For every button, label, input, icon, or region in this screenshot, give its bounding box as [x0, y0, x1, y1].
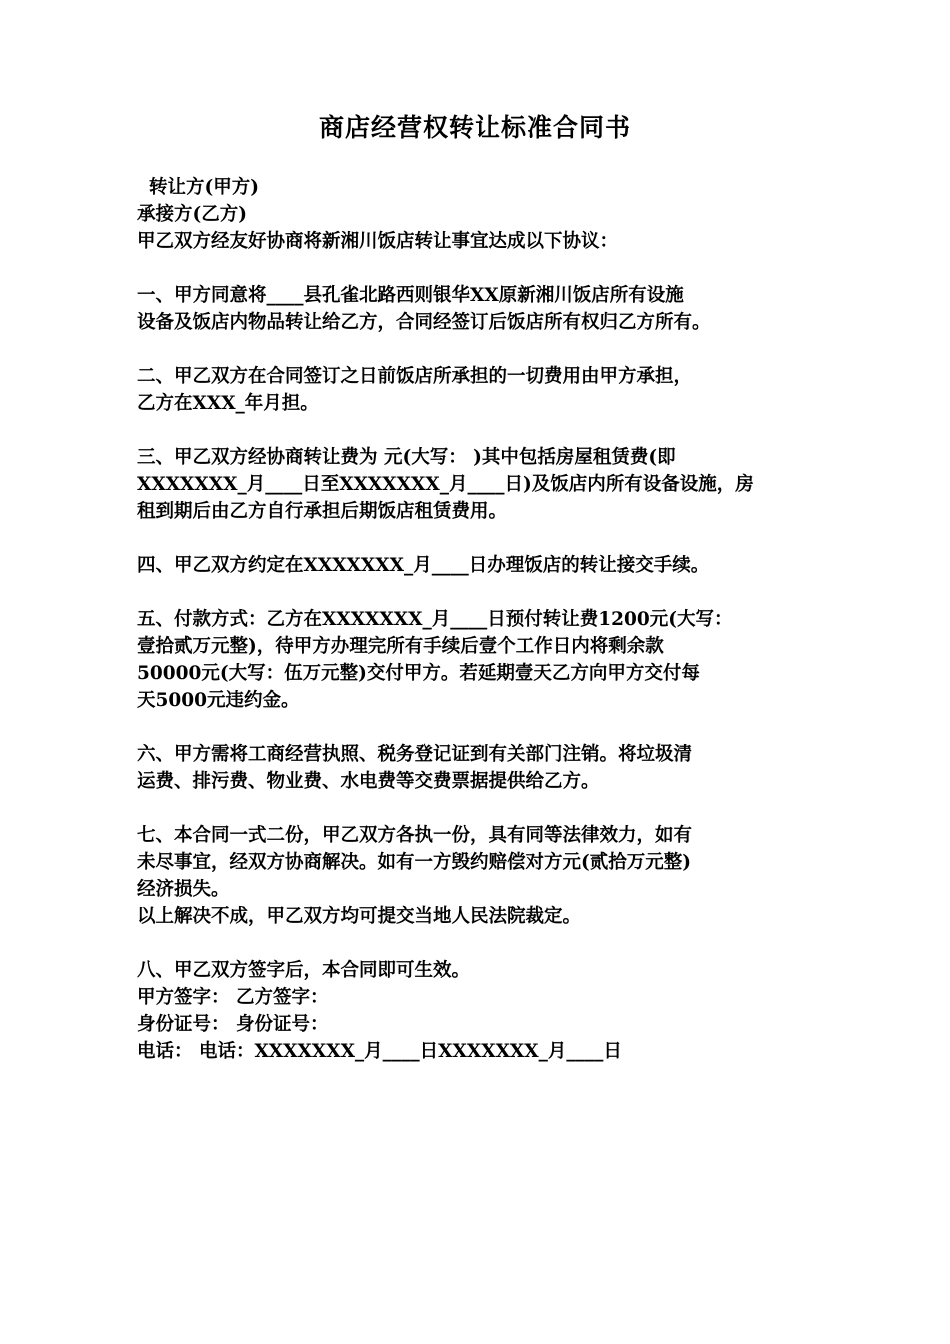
- signature-line: 甲方签字： 乙方签字：: [137, 987, 329, 1008]
- clause-7-line-2: 未尽事宜，经双方协商解决。如有一方毁约赔偿对方元(贰拾万元整): [137, 852, 692, 873]
- clause-1-line-2: 设备及饭店内物品转让给乙方，合同经签订后饭店所有权归乙方所有。: [137, 312, 711, 333]
- clause-7-line-1: 七、本合同一式二份，甲乙双方各执一份，具有同等法律效力，如有: [137, 825, 693, 846]
- clause-3-line-1: 三、甲乙双方经协商转让费为 元(大写： )其中包括房屋租赁费(即: [137, 447, 676, 468]
- paragraph-gap: [137, 930, 817, 957]
- document-title: 商店经营权转让标准合同书: [318, 113, 631, 142]
- clause-8-line-1: 八、甲乙双方签字后，本合同即可生效。: [137, 960, 471, 981]
- agreement-intro: 甲乙双方经友好协商将新湘川饭店转让事宜达成以下协议：: [137, 231, 619, 252]
- clause-7-line-3: 经济损失。: [137, 879, 230, 900]
- id-number-line: 身份证号： 身份证号：: [137, 1014, 329, 1035]
- phone-date-line: 电话： 电话：XXXXXXX_月____日XXXXXXX_月____日: [137, 1041, 622, 1062]
- paragraph-gap: [137, 417, 817, 444]
- paragraph-gap: [137, 336, 817, 363]
- clause-3-line-2: XXXXXXX_月____日至XXXXXXX_月____日)及饭店内所有设备设施，房: [137, 474, 754, 495]
- clause-5-line-4: 天5000元违约金。: [137, 690, 300, 711]
- clause-2-line-1: 二、甲乙双方在合同签订之日前饭店所承担的一切费用由甲方承担，: [137, 366, 693, 387]
- clause-2-line-2: 乙方在XXX_年月担。: [137, 393, 319, 414]
- clause-4-line-1: 四、甲乙双方约定在XXXXXXX_月____日办理饭店的转让接交手续。: [137, 555, 710, 576]
- clause-3-line-3: 租到期后由乙方自行承担后期饭店租赁费用。: [137, 501, 508, 522]
- clause-5-line-1: 五、付款方式：乙方在XXXXXXX_月____日预付转让费1200元(大写：: [137, 609, 733, 630]
- paragraph-gap: [137, 255, 817, 282]
- paragraph-gap: [137, 579, 817, 606]
- contract-body: [137, 174, 817, 1065]
- clause-5-line-3: 50000元(大写：伍万元整)交付甲方。若延期壹天乙方向甲方交付每: [137, 663, 700, 684]
- paragraph-gap: [137, 525, 817, 552]
- transferee-line: 承接方(乙方): [137, 204, 248, 225]
- paragraph-gap: [137, 714, 817, 741]
- clause-5-line-2: 壹拾贰万元整)，待甲方办理完所有手续后壹个工作日内将剩余款: [137, 636, 664, 657]
- transferor-line: 转让方(甲方): [149, 177, 260, 198]
- clause-1-line-1: 一、甲方同意将____县孔雀北路西则银华XX原新湘川饭店所有设施: [137, 285, 684, 306]
- clause-7-line-4: 以上解决不成，甲乙双方均可提交当地人民法院裁定。: [137, 906, 582, 927]
- paragraph-gap: [137, 795, 817, 822]
- clause-6-line-2: 运费、排污费、物业费、水电费等交费票据提供给乙方。: [137, 771, 600, 792]
- clause-6-line-1: 六、甲方需将工商经营执照、税务登记证到有关部门注销。将垃圾清: [137, 744, 693, 765]
